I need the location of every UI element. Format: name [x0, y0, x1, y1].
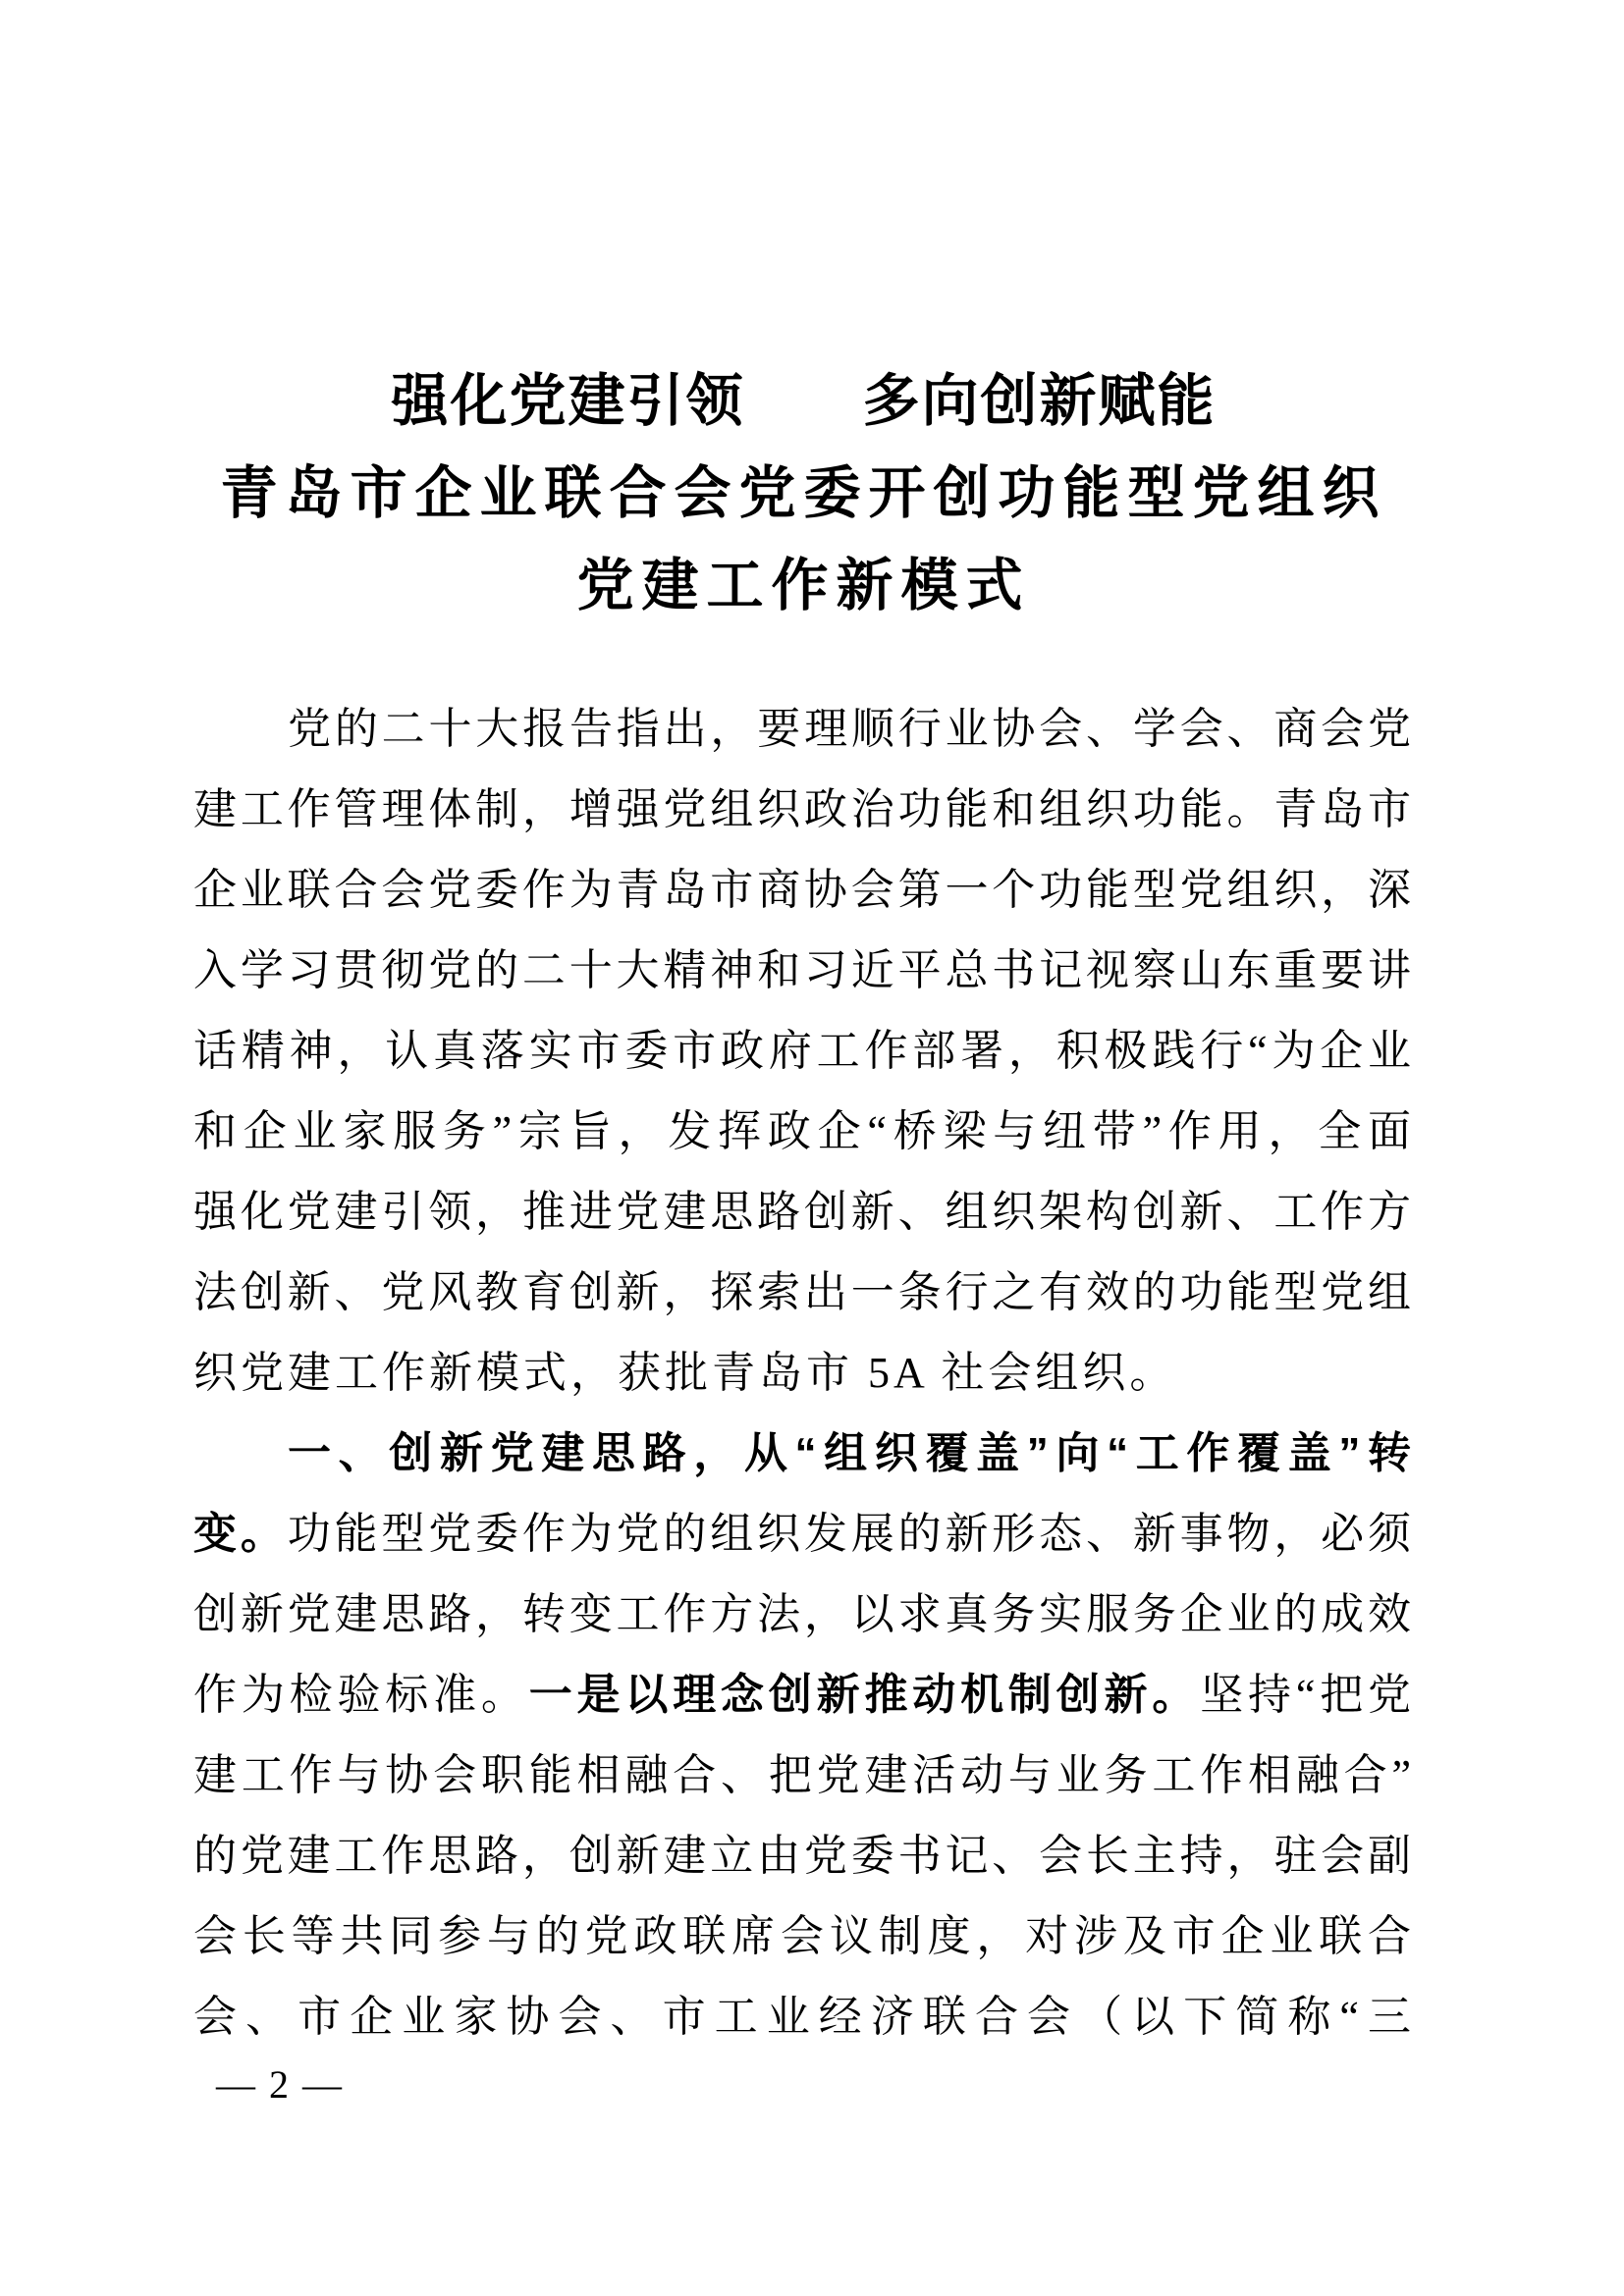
- body-line: [193, 1977, 1414, 2057]
- body-text-segment: 织党建工作新模式，获批青岛市 5A 社会组织。: [193, 1349, 1177, 1397]
- body-text-segment: 建工作与协会职能相融合、把党建活动与业务工作相融合”: [193, 1751, 1414, 1799]
- body-line: [193, 770, 1414, 850]
- body-text-segment: 一、创新党建思路，从“组织覆盖”向“工作覆盖”转: [288, 1429, 1414, 1477]
- body-line: [193, 1333, 1414, 1414]
- body-text-segment: 企业联合会党委作为青岛市商协会第一个功能型党组织，深: [193, 866, 1414, 914]
- body-text-segment: 创新党建思路，转变工作方法，以求真务实服务企业的成效: [193, 1590, 1414, 1638]
- body-text-segment: 建工作管理体制，增强党组织政治功能和组织功能。青岛市: [193, 785, 1414, 833]
- body-text-segment: 话精神，认真落实市委市政府工作部署，积极践行“为企业: [193, 1027, 1414, 1075]
- body-text-segment: 的党建工作思路，创新建立由党委书记、会长主持，驻会副: [193, 1832, 1414, 1880]
- body-text-segment: 和企业家服务”宗旨，发挥政企“桥梁与纽带”作用，全面: [193, 1107, 1414, 1155]
- body-line: [193, 1253, 1414, 1333]
- body-text-segment: 法创新、党风教育创新，探索出一条行之有效的功能型党组: [193, 1268, 1414, 1316]
- body-text-segment: 作为检验标准。: [193, 1671, 529, 1719]
- document-title: [193, 355, 1414, 632]
- body-line: [193, 931, 1414, 1011]
- body-line: [193, 1896, 1414, 1977]
- page-number: — 2 —: [216, 2062, 344, 2107]
- body-text-segment: 功能型党委作为党的组织发展的新形态、新事物，必须: [287, 1510, 1414, 1558]
- body-line: [193, 1414, 1414, 1494]
- body-line: [193, 689, 1414, 770]
- body-line: [193, 1816, 1414, 1896]
- body-line: [193, 1655, 1414, 1735]
- body-text-segment: 会、市企业家协会、市工业经济联合会（以下简称“三: [193, 1993, 1414, 2041]
- body-line: [193, 1494, 1414, 1575]
- title-line-1: 强化党建引领 多向创新赋能: [391, 369, 1217, 433]
- body-line: [193, 1011, 1414, 1092]
- body-line: [193, 1172, 1414, 1253]
- body-text-segment: 党的二十大报告指出，要理顺行业协会、学会、商会党: [288, 705, 1414, 753]
- body-line: [193, 1735, 1414, 1816]
- title-line-3: 党建工作新模式: [576, 554, 1031, 617]
- body-line: [193, 1092, 1414, 1172]
- body-text-segment: 会长等共同参与的党政联席会议制度，对涉及市企业联合: [193, 1912, 1414, 1960]
- body-text-segment: 坚持“把党: [1200, 1671, 1414, 1719]
- body-text-segment: 变。: [193, 1510, 288, 1558]
- body-line: [193, 850, 1414, 931]
- body-text: [193, 689, 1414, 2057]
- title-line-2: 青岛市企业联合会党委开创功能型党组织: [220, 461, 1387, 525]
- body-text-segment: 入学习贯彻党的二十大精神和习近平总书记视察山东重要讲: [193, 946, 1414, 994]
- body-text-segment: 强化党建引领，推进党建思路创新、组织架构创新、工作方: [193, 1188, 1414, 1236]
- body-line: [193, 1575, 1414, 1655]
- body-text-segment: 一是以理念创新推动机制创新。: [528, 1671, 1201, 1719]
